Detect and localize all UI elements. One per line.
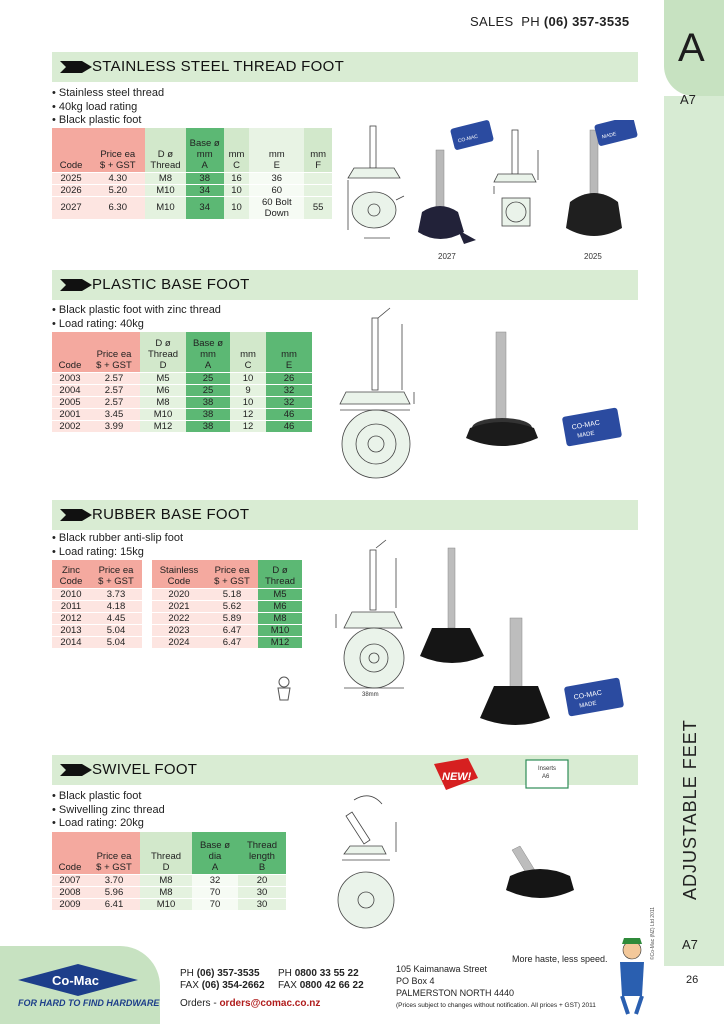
table-row <box>52 624 142 636</box>
table-row <box>52 612 142 624</box>
col-header: Stainless Code <box>152 560 206 588</box>
page-number: 26 <box>686 974 699 986</box>
sales-phone-number: (06) 357-3535 <box>543 14 630 29</box>
cell: 32 <box>192 874 238 886</box>
orders-email[interactable]: orders@comac.co.nz <box>219 998 321 1009</box>
cell: M10 <box>140 408 186 420</box>
table-row <box>152 588 302 600</box>
cell: M12 <box>258 636 302 648</box>
cell: 5.89 <box>206 612 258 624</box>
cell: 2021 <box>152 600 206 612</box>
table-row <box>152 612 302 624</box>
table-row <box>52 172 332 184</box>
cell: 34 <box>186 196 224 219</box>
svg-text:Co-Mac: Co-Mac <box>52 973 99 988</box>
cell: 20 <box>238 874 286 886</box>
col-header: Base ø dia A <box>192 832 238 874</box>
svg-text:A6: A6 <box>542 774 550 780</box>
cell: M8 <box>140 886 192 898</box>
cell: M6 <box>258 600 302 612</box>
col-header: Code <box>52 832 88 874</box>
cell: M5 <box>140 372 186 384</box>
cell: 70 <box>192 898 238 910</box>
table-row <box>52 636 142 648</box>
cell: 9 <box>230 384 266 396</box>
cell: 2027 <box>52 196 90 219</box>
col-header: Code <box>52 128 90 172</box>
cell: 46 <box>266 420 312 432</box>
table-row <box>52 874 286 886</box>
cell <box>304 172 332 184</box>
section-tab <box>664 0 724 96</box>
svg-text:NEW!: NEW! <box>442 771 472 783</box>
cell: 36 <box>249 172 304 184</box>
orders-label: Orders - <box>180 998 217 1009</box>
cell: 38 <box>186 172 224 184</box>
cell: 2007 <box>52 874 88 886</box>
phone-number: (06) 357-3535 <box>196 968 260 979</box>
fax-number: (06) 354-2662 <box>201 980 265 991</box>
cell: 2004 <box>52 384 88 396</box>
bullets-plastic <box>52 304 221 331</box>
comac-badge-3 <box>562 407 622 446</box>
col-header: mm F <box>304 128 332 172</box>
comac-badge-1 <box>450 120 494 151</box>
spec-table-rubber-zinc <box>52 560 142 648</box>
col-header: mm E <box>266 332 312 372</box>
cell: 5.20 <box>90 184 145 196</box>
section-title: STAINLESS STEEL THREAD FOOT <box>92 58 345 75</box>
tab-letter: A <box>678 26 705 70</box>
cell: 2023 <box>152 624 206 636</box>
sales-phone <box>470 14 629 29</box>
table-row <box>152 624 302 636</box>
cell: 38 <box>186 408 230 420</box>
col-header: mm C <box>230 332 266 372</box>
svg-text:MADE: MADE <box>576 430 596 440</box>
fax-line-2 <box>278 980 364 991</box>
section-band-plastic <box>52 270 638 300</box>
cell: 4.18 <box>90 600 142 612</box>
page-code-bottom: A7 <box>682 937 698 952</box>
table-row <box>152 600 302 612</box>
spec-table-stainless <box>52 128 332 219</box>
cell: 2011 <box>52 600 90 612</box>
fax-label: FAX <box>278 980 297 991</box>
bullets-stainless <box>52 87 164 128</box>
col-header: Price ea $ + GST <box>90 128 145 172</box>
cell: 2008 <box>52 886 88 898</box>
cell: 5.04 <box>90 624 142 636</box>
section-band-stainless <box>52 52 638 82</box>
svg-text:MADE: MADE <box>601 131 617 141</box>
spec-table-rubber-stainless <box>152 560 302 648</box>
rubber-foot-drawings <box>334 534 634 734</box>
cell: 3.73 <box>90 588 142 600</box>
bullet: • Black plastic foot <box>52 114 142 126</box>
cell: 60 Bolt Down <box>249 196 304 219</box>
comac-badge-4 <box>564 677 624 716</box>
cell: 5.04 <box>90 636 142 648</box>
address-line: PO Box 4 <box>396 976 435 986</box>
col-header: Code <box>52 332 88 372</box>
phone-line <box>180 968 260 979</box>
cell <box>304 184 332 196</box>
cell: M8 <box>140 874 192 886</box>
arrow-icon <box>60 61 92 73</box>
col-header: mm E <box>249 128 304 172</box>
col-header: D ø Thread <box>145 128 185 172</box>
cell: 3.70 <box>88 874 140 886</box>
cell: 26 <box>266 372 312 384</box>
cell: 2024 <box>152 636 206 648</box>
cell: M10 <box>258 624 302 636</box>
bullet: • Black rubber anti-slip foot <box>52 532 184 544</box>
bullet: • Load rating: 15kg <box>52 545 144 558</box>
cell: 2014 <box>52 636 90 648</box>
col-header: D ø Thread D <box>140 332 186 372</box>
freefax-number: 0800 42 66 22 <box>299 980 364 991</box>
cell: 2.57 <box>88 372 140 384</box>
cell: 38 <box>186 396 230 408</box>
page-code: A7 <box>680 92 696 107</box>
spec-table-swivel <box>52 832 286 910</box>
cell: 30 <box>238 886 286 898</box>
cell: 4.30 <box>90 172 145 184</box>
cell: 2001 <box>52 408 88 420</box>
cell: M10 <box>145 196 185 219</box>
caption: 2025 <box>584 252 602 261</box>
arrow-icon <box>60 764 92 776</box>
cell: 2.57 <box>88 384 140 396</box>
motto: More haste, less speed. <box>512 954 608 964</box>
svg-text:Inserts: Inserts <box>538 766 557 772</box>
phone-line-2 <box>278 968 359 979</box>
cell: 32 <box>266 396 312 408</box>
section-title: SWIVEL FOOT <box>92 761 198 778</box>
table-row <box>52 408 312 420</box>
section-title: RUBBER BASE FOOT <box>92 506 250 523</box>
bullet: • Black plastic foot with zinc thread <box>52 304 221 316</box>
cell: 6.47 <box>206 636 258 648</box>
cell: 6.30 <box>90 196 145 219</box>
bullet: • Swivelling zinc thread <box>52 803 165 816</box>
cell: 2.57 <box>88 396 140 408</box>
cell: 10 <box>224 184 249 196</box>
spec-table-plastic <box>52 332 312 432</box>
table-row <box>52 372 312 384</box>
tagline: FOR HARD TO FIND HARDWARE <box>18 998 160 1008</box>
col-header: Price ea $ + GST <box>88 332 140 372</box>
svg-text:MADE: MADE <box>578 700 598 710</box>
cell: 2010 <box>52 588 90 600</box>
cell: 2009 <box>52 898 88 910</box>
cell: 5.96 <box>88 886 140 898</box>
cell: 60 <box>249 184 304 196</box>
col-header: Thread length B <box>238 832 286 874</box>
cell: 6.41 <box>88 898 140 910</box>
cell: M12 <box>140 420 186 432</box>
table-row <box>52 396 312 408</box>
cell: 2012 <box>52 612 90 624</box>
col-header: Price ea $ + GST <box>90 560 142 588</box>
new-badge <box>434 758 478 790</box>
fax-line <box>180 980 265 991</box>
table-row <box>52 898 286 910</box>
cell: M8 <box>145 172 185 184</box>
cell: M10 <box>140 898 192 910</box>
cell: 70 <box>192 886 238 898</box>
table-row <box>52 600 142 612</box>
col-header: D ø Thread <box>258 560 302 588</box>
address-line: 105 Kaimanawa Street <box>396 964 488 974</box>
fax-label: FAX <box>180 980 199 991</box>
cell: 2003 <box>52 372 88 384</box>
cell: 12 <box>230 420 266 432</box>
cell: 10 <box>230 396 266 408</box>
table-row <box>52 384 312 396</box>
cell: 2002 <box>52 420 88 432</box>
cell: 30 <box>238 898 286 910</box>
cell: 10 <box>230 372 266 384</box>
cell: 2026 <box>52 184 90 196</box>
cell: M10 <box>145 184 185 196</box>
cell: 25 <box>186 384 230 396</box>
section-band-rubber <box>52 500 638 530</box>
cell: 2005 <box>52 396 88 408</box>
cell: M8 <box>140 396 186 408</box>
cell: 3.99 <box>88 420 140 432</box>
plastic-foot-drawings <box>334 304 634 484</box>
comac-logo <box>16 962 140 998</box>
col-header: Zinc Code <box>52 560 90 588</box>
vertical-title-text: ADJUSTABLE FEET <box>680 719 700 900</box>
table-row <box>52 196 332 219</box>
ph-label: PH <box>180 968 194 979</box>
vertical-title <box>672 719 712 900</box>
cell: 34 <box>186 184 224 196</box>
bullet: • Load rating: 20kg <box>52 817 144 829</box>
copyright-text: ©Co-Mac (NZ) Ltd 2011 <box>650 906 656 960</box>
cell: M5 <box>258 588 302 600</box>
cell: 2025 <box>52 172 90 184</box>
table-row <box>52 184 332 196</box>
address-line: PALMERSTON NORTH 4440 <box>396 988 515 998</box>
cartoon-figure-icon <box>272 674 296 702</box>
cell: 2020 <box>152 588 206 600</box>
sales-label: SALES <box>470 14 514 29</box>
svg-text:CO-MAC: CO-MAC <box>571 419 601 432</box>
cell: 2022 <box>152 612 206 624</box>
ph-label: PH <box>278 968 292 979</box>
ph-label: PH <box>521 14 540 29</box>
table-row <box>152 636 302 648</box>
bullet: • Stainless steel thread <box>52 87 165 99</box>
cell: 12 <box>230 408 266 420</box>
cell: 5.18 <box>206 588 258 600</box>
cell: 32 <box>266 384 312 396</box>
arrow-icon <box>60 509 92 521</box>
cell: 10 <box>224 196 249 219</box>
inserts-book-icon <box>526 760 568 788</box>
cell: 3.45 <box>88 408 140 420</box>
svg-text:CO-MAC: CO-MAC <box>573 689 603 702</box>
col-header: mm C <box>224 128 249 172</box>
svg-text:CO-MAC: CO-MAC <box>457 133 479 145</box>
col-header: Base ø mm A <box>186 332 230 372</box>
cell: 5.62 <box>206 600 258 612</box>
comac-badge-2 <box>594 120 638 147</box>
freephone-number: 0800 33 55 22 <box>294 968 359 979</box>
cell: 4.45 <box>90 612 142 624</box>
mascot-icon <box>612 934 652 1016</box>
col-header: Price ea $ + GST <box>88 832 140 874</box>
table-row <box>52 886 286 898</box>
col-header: Base ø mm A <box>186 128 224 172</box>
caption: 2027 <box>438 252 456 261</box>
table-row <box>52 420 312 432</box>
cell: 46 <box>266 408 312 420</box>
cell: M8 <box>258 612 302 624</box>
bullet: • Load rating: 40kg <box>52 317 144 330</box>
cell: M6 <box>140 384 186 396</box>
cell: 55 <box>304 196 332 219</box>
col-header: Thread D <box>140 832 192 874</box>
cell: 38 <box>186 420 230 432</box>
cell: 16 <box>224 172 249 184</box>
price-note: (Prices subject to changes without notification. All prices + GST) 2011 <box>396 1002 596 1009</box>
bullets-swivel <box>52 790 165 831</box>
section-title: PLASTIC BASE FOOT <box>92 276 250 293</box>
bullet: • Black plastic foot <box>52 790 142 802</box>
bullet: • 40kg load rating <box>52 100 138 113</box>
orders-line <box>180 998 320 1009</box>
cell: 2013 <box>52 624 90 636</box>
col-header: Price ea $ + GST <box>206 560 258 588</box>
cell: 6.47 <box>206 624 258 636</box>
bullets-rubber <box>52 532 183 559</box>
dim-label: 38mm <box>362 692 379 698</box>
swivel-foot-drawings <box>330 756 650 936</box>
arrow-icon <box>60 279 92 291</box>
cell: 25 <box>186 372 230 384</box>
stainless-foot-drawings <box>344 120 644 260</box>
table-row <box>52 588 142 600</box>
